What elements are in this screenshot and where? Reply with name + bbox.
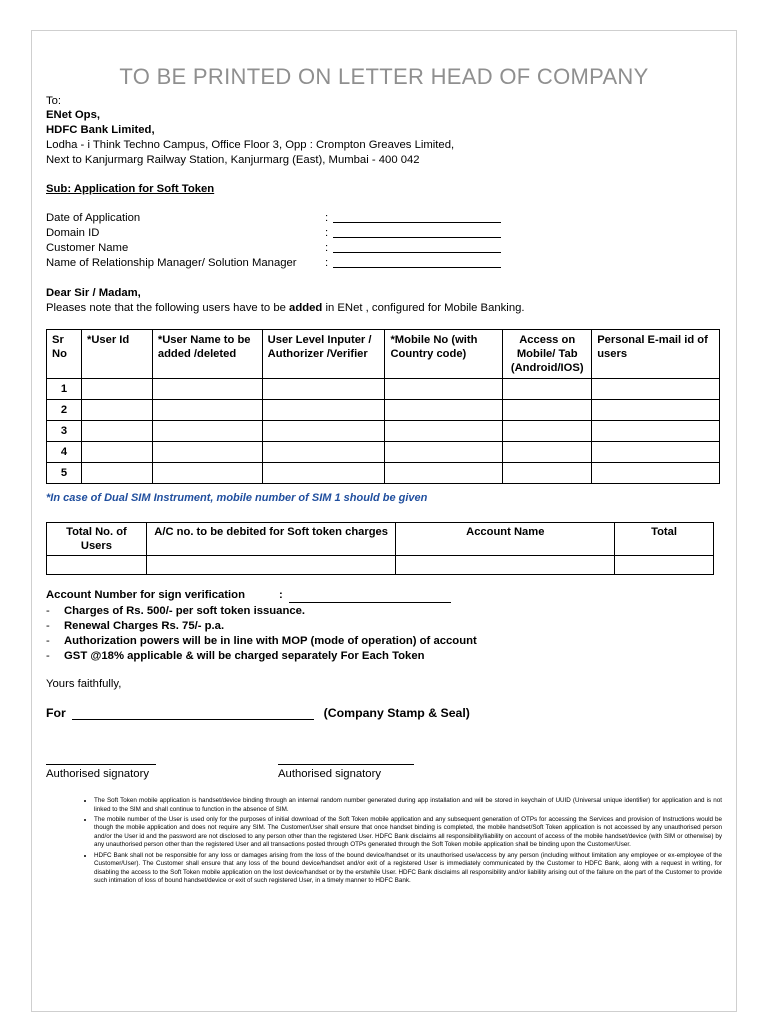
field-label: Customer Name [46, 242, 129, 254]
field-colon: : [325, 227, 329, 239]
list-item [46, 619, 477, 634]
address-line-4: Next to Kanjurmarg Railway Station, Kanjurmarg (East), Mumbai - 400 042 [46, 154, 420, 166]
field-label: Date of Application [46, 212, 141, 224]
bullet-marker: - [46, 620, 50, 632]
email-cell[interactable] [592, 400, 720, 421]
table-row [47, 379, 720, 400]
ac-no-cell[interactable] [146, 556, 396, 575]
sign-verification-label: Account Number for sign verification [46, 589, 245, 601]
charges-list [46, 604, 477, 664]
sign-verification-input[interactable] [289, 592, 451, 603]
bullet-text: Renewal Charges Rs. 75/- p.a. [64, 620, 225, 632]
date-of-application-input[interactable] [333, 211, 501, 223]
domain-id-input[interactable] [333, 226, 501, 238]
header-total: Total [615, 523, 714, 556]
email-cell[interactable] [592, 421, 720, 442]
user-name-cell[interactable] [152, 379, 262, 400]
user-id-cell[interactable] [81, 379, 152, 400]
header-access-on: Access on Mobile/ Tab (Android/IOS) [503, 330, 592, 379]
bullet-marker: - [46, 650, 50, 662]
letterhead-title: TO BE PRINTED ON LETTER HEAD OF COMPANY [119, 64, 649, 89]
user-name-cell[interactable] [152, 442, 262, 463]
email-cell[interactable] [592, 463, 720, 484]
header-ac-no: A/C no. to be debited for Soft token charges [146, 523, 396, 556]
intro-text [46, 301, 525, 316]
bullet-text: Authorization powers will be in line with MOP (mode of operation) of account [64, 635, 477, 647]
disclaimer-item: • The mobile number of the User is used only for the purposes of initial download of the Soft Token mobile application and any subsequent generation of OTPs for accessing the Services and provision of Instructions would be though the mobile application and does not require any SIM. The Customer/User shall ensure that once handset binding is completed, the mobile handset/Soft Token application is not accessed by any unauthorised person and/or the User id and the password are not disclosed to any person other than the registered User. HDFC Bank disclaims all responsibility/liability on account of access of the mobile handset/device (with SIM or otherwise) by any unauthorised person other than the registered User and all transactions posted through OTPs generated through the Soft Token mobile application shall be binding upon the Customer/User. [94, 816, 722, 850]
account-name-cell[interactable] [396, 556, 615, 575]
user-id-cell[interactable] [81, 400, 152, 421]
mobile-no-cell[interactable] [385, 400, 503, 421]
mobile-no-cell[interactable] [385, 442, 503, 463]
user-name-cell[interactable] [152, 463, 262, 484]
address-line-3: Lodha - i Think Techno Campus, Office Floor 3, Opp : Crompton Greaves Limited, [46, 139, 455, 151]
user-level-cell[interactable] [262, 421, 385, 442]
relationship-manager-input[interactable] [333, 256, 501, 268]
header-total-users: Total No. of Users [47, 523, 147, 556]
intro-before: Pleases note that the following users have to be [46, 302, 290, 314]
signature-line-right[interactable] [278, 764, 414, 765]
user-id-cell[interactable] [81, 463, 152, 484]
stamp-label: (Company Stamp & Seal) [323, 706, 470, 720]
bullet-text: GST @18% applicable & will be charged separately For Each Token [64, 650, 425, 662]
salutation: Dear Sir / Madam, [46, 287, 141, 299]
header-sr-no: Sr No [47, 330, 82, 379]
user-level-cell[interactable] [262, 400, 385, 421]
row-number: 3 [47, 421, 82, 442]
header-mobile-no: *Mobile No (with Country code) [385, 330, 503, 379]
bullet-marker: - [46, 635, 50, 647]
sign-verification-colon: : [279, 589, 283, 601]
user-id-cell[interactable] [81, 442, 152, 463]
field-colon: : [325, 257, 329, 269]
disclaimer-list [66, 797, 722, 887]
total-cell[interactable] [615, 556, 714, 575]
access-cell[interactable] [503, 400, 592, 421]
access-cell[interactable] [503, 379, 592, 400]
field-relationship-manager [46, 256, 501, 271]
users-table [46, 329, 720, 484]
table-row [47, 421, 720, 442]
header-account-name: Account Name [396, 523, 615, 556]
list-item [46, 604, 477, 619]
field-customer-name [46, 241, 501, 256]
mobile-no-cell[interactable] [385, 463, 503, 484]
header-user-name: *User Name to be added /deleted [152, 330, 262, 379]
intro-after: in ENet , configured for Mobile Banking. [322, 302, 525, 314]
access-cell[interactable] [503, 442, 592, 463]
for-company-row [46, 706, 470, 720]
field-label: Domain ID [46, 227, 100, 239]
user-level-cell[interactable] [262, 379, 385, 400]
field-domain-id [46, 226, 501, 241]
header-email: Personal E-mail id of users [592, 330, 720, 379]
mobile-no-cell[interactable] [385, 379, 503, 400]
header-user-level: User Level Inputer / Authorizer /Verifier [262, 330, 385, 379]
user-level-cell[interactable] [262, 463, 385, 484]
total-users-cell[interactable] [47, 556, 147, 575]
user-level-cell[interactable] [262, 442, 385, 463]
disclaimer-item: • The Soft Token mobile application is handset/device binding through an internal random number generated during app installation and will be stored in keychain of UUID (Universal unique identifier) for application and is not linked to the SIM and shall continue to function in the absence of SIM. [94, 797, 722, 814]
intro-bold: added [289, 302, 323, 314]
address-line-1: ENet Ops, [46, 109, 100, 121]
header-user-id: *User Id [81, 330, 152, 379]
list-item [46, 649, 477, 664]
account-table-header [47, 523, 714, 556]
disclaimer-item: • HDFC Bank shall not be responsible for any loss or damages arising from the loss of the bound device/handset or its unauthorised use/access by any person (including without limitation any employee or ex-employee of the Customer/User). The Customer shall ensure that any loss of the bound device/handset and/or exit of a registered User is immediately communicated by the Customer to HDFC Bank, along with a request in writing, for disabling the access to the Soft Token mobile application on the lost device/handset or by the erstwhile User. HDFC Bank disclaims all responsibility and/or liability arising out of the failure on the part of the Customer to provide such intimation of loss of bound handset/device or exit of such registered User, in a timely manner to HDFC Bank. [94, 852, 722, 886]
for-label: For [46, 706, 66, 720]
user-name-cell[interactable] [152, 421, 262, 442]
table-row [47, 400, 720, 421]
bullet-text: Charges of Rs. 500/- per soft token issuance. [64, 605, 306, 617]
table-row [47, 556, 714, 575]
signature-line-left[interactable] [46, 764, 156, 765]
closing: Yours faithfully, [46, 678, 122, 690]
row-number: 1 [47, 379, 82, 400]
access-cell[interactable] [503, 463, 592, 484]
mobile-no-cell[interactable] [385, 421, 503, 442]
application-fields [46, 211, 501, 271]
row-number: 4 [47, 442, 82, 463]
bullet-marker: - [46, 605, 50, 617]
signatory-right: Authorised signatory [278, 768, 381, 780]
subject-line: Sub: Application for Soft Token [46, 183, 215, 195]
address-to: To: [46, 95, 62, 107]
table-row [47, 442, 720, 463]
list-item [46, 634, 477, 649]
row-number: 2 [47, 400, 82, 421]
address-line-2: HDFC Bank Limited, [46, 124, 155, 136]
field-colon: : [325, 242, 329, 254]
dual-sim-note: *In case of Dual SIM Instrument, mobile number of SIM 1 should be given [46, 492, 428, 504]
users-table-header [47, 330, 720, 379]
email-cell[interactable] [592, 379, 720, 400]
signatory-left: Authorised signatory [46, 768, 149, 780]
field-label: Name of Relationship Manager/ Solution Manager [46, 257, 297, 269]
field-date-of-application [46, 211, 501, 226]
table-row [47, 463, 720, 484]
email-cell[interactable] [592, 442, 720, 463]
access-cell[interactable] [503, 421, 592, 442]
user-id-cell[interactable] [81, 421, 152, 442]
customer-name-input[interactable] [333, 241, 501, 253]
user-name-cell[interactable] [152, 400, 262, 421]
row-number: 5 [47, 463, 82, 484]
company-name-input[interactable] [72, 709, 314, 720]
account-table [46, 522, 714, 575]
field-colon: : [325, 212, 329, 224]
sign-verification-row [46, 588, 451, 603]
